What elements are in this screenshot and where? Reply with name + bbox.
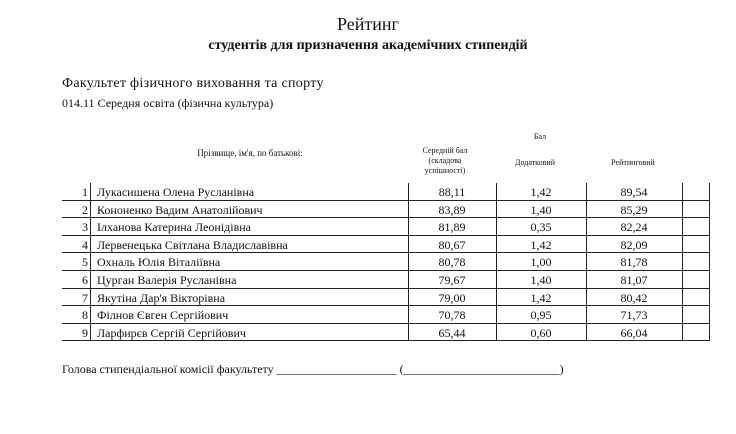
table-vline bbox=[496, 324, 497, 342]
row-add: 0,60 bbox=[530, 325, 552, 340]
row-rank: 85,29 bbox=[620, 202, 648, 217]
table-row bbox=[62, 306, 710, 324]
table-vline bbox=[496, 289, 497, 307]
table-row bbox=[62, 236, 710, 254]
row-name: Кононенко Вадим Анатолійович bbox=[97, 202, 263, 217]
table-vline bbox=[682, 253, 683, 271]
row-avg: 83,89 bbox=[438, 202, 466, 217]
table-vline bbox=[408, 306, 409, 324]
header-add: Додатковий bbox=[515, 158, 555, 167]
row-name: Ілханова Катерина Леонідівна bbox=[97, 220, 252, 235]
table-vline bbox=[90, 306, 91, 324]
table-vline bbox=[408, 201, 409, 219]
table-vline bbox=[586, 253, 587, 271]
row-add: 1,40 bbox=[530, 272, 552, 287]
row-number: 4 bbox=[82, 237, 88, 252]
table-vline bbox=[408, 218, 409, 236]
row-add: 1,00 bbox=[530, 255, 552, 270]
table-vline bbox=[408, 236, 409, 254]
table-vline bbox=[586, 236, 587, 254]
table-vline bbox=[682, 271, 683, 289]
table-vline bbox=[90, 201, 91, 219]
table-vline bbox=[90, 271, 91, 289]
header-ball-group: Бал bbox=[533, 132, 547, 141]
table-vline bbox=[586, 183, 587, 201]
header-avg: Середній бал (складова успішності) bbox=[422, 146, 468, 175]
table-vline bbox=[586, 306, 587, 324]
table-vline bbox=[408, 183, 409, 201]
row-avg: 88,11 bbox=[438, 185, 466, 199]
row-number: 8 bbox=[82, 308, 88, 323]
table-vline bbox=[709, 236, 710, 254]
table-vline bbox=[496, 236, 497, 254]
table-vline bbox=[496, 306, 497, 324]
row-avg: 79,67 bbox=[438, 272, 466, 287]
table-vline bbox=[408, 271, 409, 289]
table-vline bbox=[709, 271, 710, 289]
table-row bbox=[62, 218, 710, 236]
table-vline bbox=[496, 201, 497, 219]
header-name: Прізвище, ім'я, по батькові: bbox=[197, 148, 303, 158]
table-vline bbox=[90, 289, 91, 307]
row-number: 5 bbox=[82, 255, 88, 270]
table-vline bbox=[408, 289, 409, 307]
footer-signature: Голова стипендіальної комісії факультету ____________________ (__________________________) bbox=[62, 362, 564, 376]
row-name: Цурган Валерія Русланівна bbox=[97, 272, 237, 287]
rating-table bbox=[62, 183, 710, 341]
row-avg: 80,78 bbox=[438, 255, 466, 270]
table-vline bbox=[682, 324, 683, 342]
table-vline bbox=[709, 253, 710, 271]
row-avg: 80,67 bbox=[438, 237, 466, 252]
row-rank: 81,78 bbox=[620, 255, 648, 270]
table-vline bbox=[496, 218, 497, 236]
row-name: Лукасишена Олена Русланівна bbox=[97, 185, 255, 199]
row-avg: 70,78 bbox=[438, 308, 466, 323]
table-vline bbox=[682, 236, 683, 254]
faculty-name: Факультет фізичного виховання та спорту bbox=[62, 76, 324, 91]
document-title: Рейтинг bbox=[337, 14, 399, 34]
table-vline bbox=[408, 324, 409, 342]
row-name: Філнов Євген Сергійович bbox=[97, 308, 229, 323]
row-number: 7 bbox=[82, 290, 88, 305]
table-vline bbox=[682, 289, 683, 307]
table-vline bbox=[90, 236, 91, 254]
row-avg: 65,44 bbox=[438, 325, 466, 340]
row-number: 6 bbox=[82, 272, 88, 287]
program-name: 014.11 Середня освіта (фізична культура) bbox=[62, 96, 274, 110]
row-add: 1,42 bbox=[530, 290, 552, 305]
row-rank: 66,04 bbox=[620, 325, 648, 340]
table-vline bbox=[586, 271, 587, 289]
table-vline bbox=[709, 183, 710, 201]
row-number: 9 bbox=[82, 325, 88, 340]
table-vline bbox=[90, 218, 91, 236]
document-subtitle: студентів для призначення академічних стипендій bbox=[208, 38, 528, 53]
row-rank: 89,54 bbox=[620, 185, 648, 199]
table-vline bbox=[496, 183, 497, 201]
table-vline bbox=[90, 253, 91, 271]
table-vline bbox=[682, 183, 683, 201]
row-name: Охналь Юлія Віталіївна bbox=[97, 255, 221, 270]
table-vline bbox=[90, 183, 91, 201]
row-avg: 81,89 bbox=[438, 220, 466, 235]
table-vline bbox=[709, 306, 710, 324]
table-vline bbox=[682, 218, 683, 236]
table-row bbox=[62, 183, 710, 201]
table-vline bbox=[709, 218, 710, 236]
row-name: Лервенецька Світлана Владиславівна bbox=[97, 237, 288, 252]
table-vline bbox=[586, 289, 587, 307]
table-row bbox=[62, 271, 710, 289]
row-number: 2 bbox=[82, 202, 88, 217]
row-rank: 80,42 bbox=[620, 290, 648, 305]
table-vline bbox=[586, 218, 587, 236]
table-vline bbox=[496, 271, 497, 289]
row-rank: 82,09 bbox=[620, 237, 648, 252]
table-vline bbox=[586, 324, 587, 342]
row-rank: 82,24 bbox=[620, 220, 648, 235]
row-number: 1 bbox=[82, 185, 88, 199]
table-vline bbox=[682, 201, 683, 219]
row-add: 1,40 bbox=[530, 202, 552, 217]
row-rank: 81,07 bbox=[620, 272, 648, 287]
header-rank: Рейтинговий bbox=[611, 158, 655, 167]
row-add: 0,35 bbox=[530, 220, 552, 235]
table-hline bbox=[62, 340, 710, 341]
row-name: Ларфирєв Сергій Сергійович bbox=[97, 325, 246, 340]
table-vline bbox=[586, 201, 587, 219]
row-number: 3 bbox=[82, 220, 88, 235]
table-row bbox=[62, 201, 710, 219]
table-vline bbox=[709, 324, 710, 342]
table-vline bbox=[709, 201, 710, 219]
table-vline bbox=[90, 324, 91, 342]
table-vline bbox=[709, 289, 710, 307]
row-add: 1,42 bbox=[530, 237, 552, 252]
table-row bbox=[62, 289, 710, 307]
table-row bbox=[62, 253, 710, 271]
table-row bbox=[62, 324, 710, 342]
row-add: 1,42 bbox=[530, 185, 552, 199]
table-vline bbox=[496, 253, 497, 271]
row-add: 0,95 bbox=[530, 308, 552, 323]
table-vline bbox=[408, 253, 409, 271]
table-vline bbox=[682, 306, 683, 324]
row-rank: 71,73 bbox=[620, 308, 648, 323]
row-avg: 79,00 bbox=[438, 290, 466, 305]
row-name: Якутіна Дар'я Вікторівна bbox=[97, 290, 226, 305]
